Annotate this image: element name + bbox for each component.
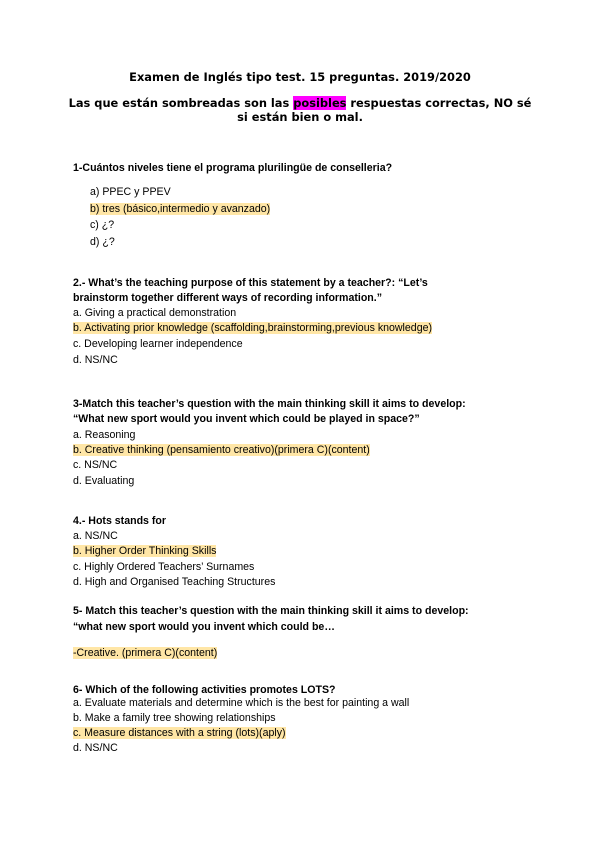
- q2-option-b-text: b. Activating prior knowledge (scaffolding,brainstorming,previous knowledge): [73, 322, 433, 334]
- q3-option-c: c. NS/NC: [73, 459, 118, 471]
- q4-option-b: [73, 545, 216, 558]
- question-5-line1: 5- Match this teacher’s question with the main thinking skill it aims to develop:: [73, 605, 469, 617]
- question-6: 6- Which of the following activities promotes LOTS?: [73, 684, 336, 696]
- header-note-line2: si están bien o mal.: [237, 110, 363, 124]
- q6-option-a: a. Evaluate materials and determine which is the best for painting a wall: [73, 697, 410, 709]
- header-note: [0, 96, 600, 110]
- q3-option-d: d. Evaluating: [73, 475, 135, 487]
- question-4: 4.- Hots stands for: [73, 515, 167, 527]
- q4-option-c: c. Highly Ordered Teachers’ Surnames: [73, 561, 255, 573]
- header-note-before: Las que están sombreadas son las: [68, 96, 294, 110]
- header-note-after: respuestas correctas, NO sé: [346, 96, 532, 110]
- q1-option-c: c) ¿?: [90, 219, 115, 231]
- question-5-line2: “what new sport would you invent which could be…: [73, 621, 335, 633]
- q5-answer-text: -Creative. (primera C)(content): [73, 647, 218, 659]
- question-1: 1-Cuántos niveles tiene el programa plurilingüe de conselleria?: [73, 162, 393, 174]
- q6-option-c: [73, 727, 286, 740]
- question-2-line1: 2.- What’s the teaching purpose of this statement by a teacher?: “Let’s: [73, 277, 428, 289]
- exam-title: Examen de Inglés tipo test. 15 preguntas. 2019/2020: [129, 70, 471, 84]
- q3-option-b-text: b. Creative thinking (pensamiento creativo)(primera C)(content): [73, 444, 370, 456]
- q6-option-d: d. NS/NC: [73, 742, 118, 754]
- q1-option-a: a) PPEC y PPEV: [90, 186, 171, 198]
- q1-option-b-text: b) tres (básico,intermedio y avanzado): [90, 203, 271, 215]
- question-2-line2: brainstorm together different ways of recording information.”: [73, 292, 383, 304]
- q5-answer: [73, 647, 217, 660]
- q2-option-b: [73, 322, 432, 335]
- q2-option-c: c. Developing learner independence: [73, 338, 243, 350]
- q6-option-b: b. Make a family tree showing relationships: [73, 712, 276, 724]
- q4-option-a: a. NS/NC: [73, 530, 118, 542]
- q2-option-a: a. Giving a practical demonstration: [73, 307, 237, 319]
- question-3-line2: “What new sport would you invent which could be played in space?”: [73, 413, 420, 425]
- q6-option-c-text: c. Measure distances with a string (lots)(aply): [73, 727, 286, 739]
- q1-option-b: [90, 203, 270, 216]
- q4-option-b-text: b. Higher Order Thinking Skills: [73, 545, 217, 557]
- q3-option-a: a. Reasoning: [73, 429, 136, 441]
- header-note-highlight: posibles: [293, 96, 347, 110]
- q3-option-b: [73, 444, 370, 457]
- question-3-line1: 3-Match this teacher’s question with the main thinking skill it aims to develop:: [73, 398, 466, 410]
- q4-option-d: d. High and Organised Teaching Structures: [73, 576, 276, 588]
- q1-option-d: d) ¿?: [90, 236, 115, 248]
- q2-option-d: d. NS/NC: [73, 354, 118, 366]
